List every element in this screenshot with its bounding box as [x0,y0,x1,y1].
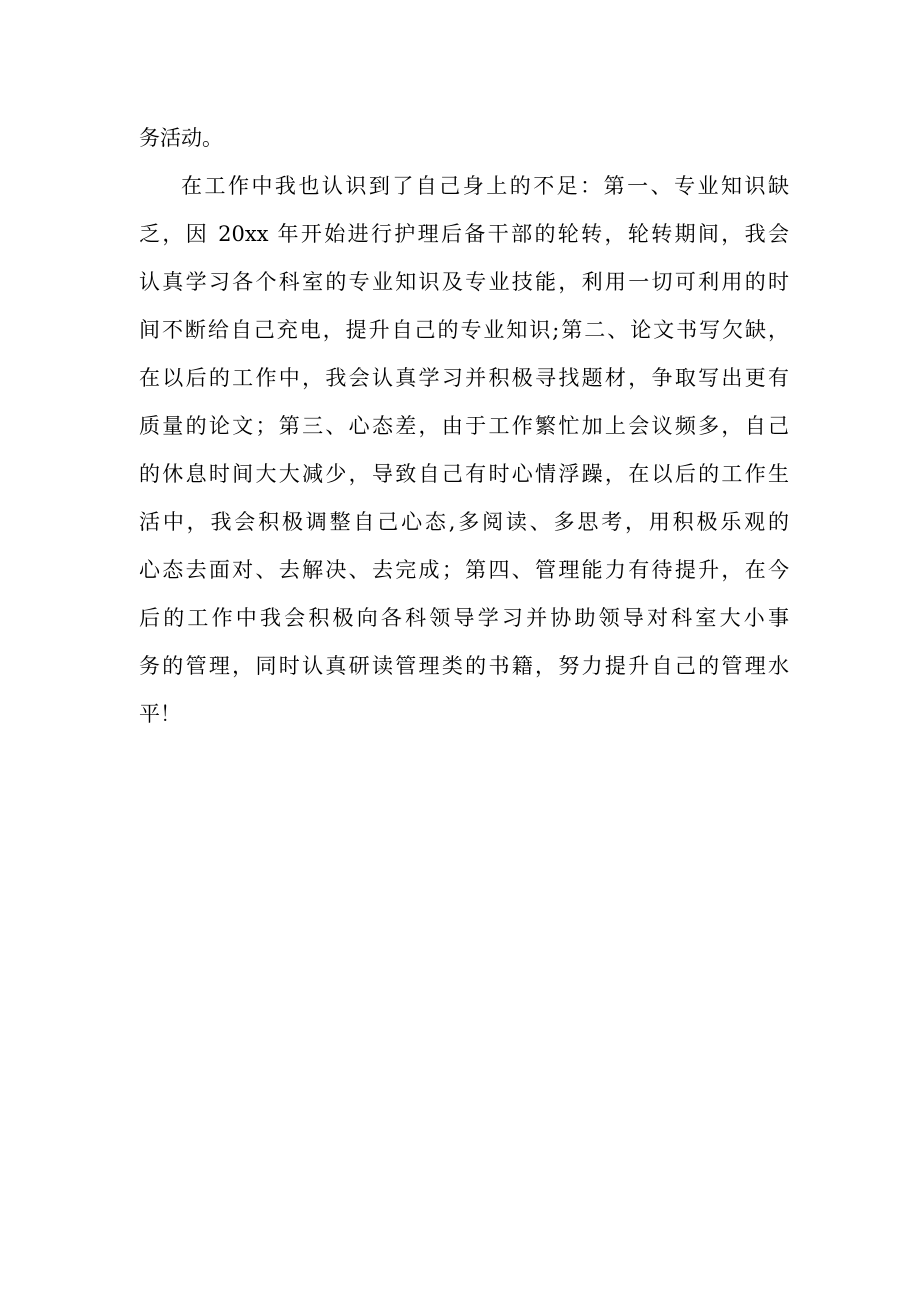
text-line: 认真学习各个科室的专业知识及专业技能，利用一切可利用的时 [139,270,789,294]
text-line: 务活动。 [139,126,223,150]
text-line: 活中，我会积极调整自己心态,多阅读、多思考，用积极乐观的 [139,510,789,534]
body-text [139,114,789,738]
text-line: 在以后的工作中，我会认真学习并积极寻找题材，争取写出更有 [139,366,789,390]
text-line: 后的工作中我会积极向各科领导学习并协助领导对科室大小事 [139,606,789,630]
paragraph-first-line: 在工作中我也认识到了自己身上的不足：第一、专业知识缺 [181,174,789,198]
text-line: 平！ [139,702,181,726]
text-line: 乏，因 20xx 年开始进行护理后备干部的轮转，轮转期间，我会 [139,222,789,246]
text-line: 间不断给自己充电，提升自己的专业知识;第二、论文书写欠缺， [139,318,789,342]
text-line: 心态去面对、去解决、去完成；第四、管理能力有待提升，在今 [139,558,789,582]
text-line: 的休息时间大大减少，导致自己有时心情浮躁，在以后的工作生 [139,462,789,486]
text-line: 质量的论文；第三、心态差，由于工作繁忙加上会议频多，自己 [139,414,789,438]
text-line: 务的管理，同时认真研读管理类的书籍，努力提升自己的管理水 [139,654,789,678]
